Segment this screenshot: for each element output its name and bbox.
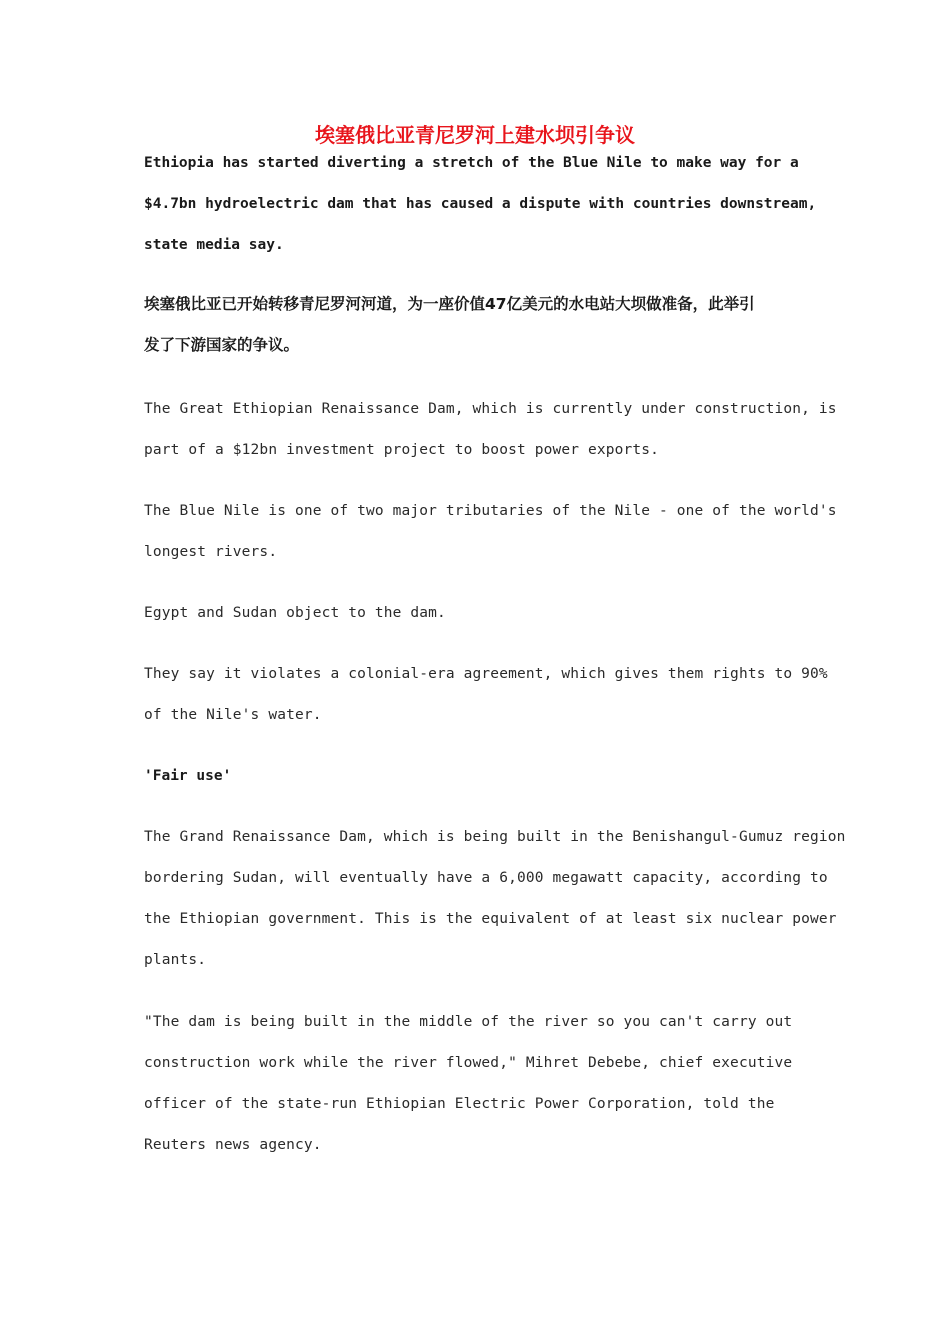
text-line: bordering Sudan, will eventually have a 6,000 megawatt capacity, according to (144, 870, 828, 886)
subheading-text: 'Fair use' (144, 768, 232, 784)
text-line: officer of the state-run Ethiopian Electric Power Corporation, told the (144, 1096, 775, 1112)
text-line: construction work while the river flowed," Mihret Debebe, chief executive (144, 1055, 793, 1071)
text-line: longest rivers. (144, 544, 278, 560)
intro-chinese-paragraph (144, 292, 814, 374)
text-line: "The dam is being built in the middle of the river so you can't carry out (144, 1014, 793, 1030)
text-line: The Great Ethiopian Renaissance Dam, which is currently under construction, is (144, 401, 837, 417)
text-line: state media say. (144, 237, 284, 253)
text-line: Ethiopia has started diverting a stretch of the Blue Nile to make way for a (144, 155, 799, 171)
paragraph-renaissance-dam (144, 399, 837, 481)
text-line: Reuters news agency. (144, 1137, 322, 1153)
text-line: the Ethiopian government. This is the equivalent of at least six nuclear power (144, 911, 837, 927)
text-line: They say it violates a colonial-era agreement, which gives them rights to 90% (144, 666, 828, 682)
intro-english-paragraph (144, 153, 817, 276)
text-line: of the Nile's water. (144, 707, 322, 723)
paragraph-egypt-sudan (144, 603, 814, 644)
text-line: The Blue Nile is one of two major tributaries of the Nile - one of the world's (144, 503, 837, 519)
paragraph-colonial-agreement (144, 664, 828, 746)
paragraph-blue-nile (144, 501, 837, 583)
text-line: part of a $12bn investment project to boost power exports. (144, 442, 660, 458)
paragraph-quote (144, 1012, 814, 1176)
subheading-fair-use (144, 766, 814, 807)
text-line: $4.7bn hydroelectric dam that has caused a dispute with countries downstream, (144, 196, 817, 212)
paragraph-grand-dam (144, 827, 846, 991)
text-line: Egypt and Sudan object to the dam. (144, 605, 446, 621)
text-line: The Grand Renaissance Dam, which is being built in the Benishangul-Gumuz region (144, 829, 846, 845)
text-line: 发了下游国家的争议。 (144, 336, 300, 354)
text-line: 埃塞俄比亚已开始转移青尼罗河河道，为一座价值47亿美元的水电站大坝做准备，此举引 (144, 295, 755, 313)
text-line: plants. (144, 952, 207, 968)
document-title: 埃塞俄比亚青尼罗河上建水坝引争议 (315, 123, 635, 147)
